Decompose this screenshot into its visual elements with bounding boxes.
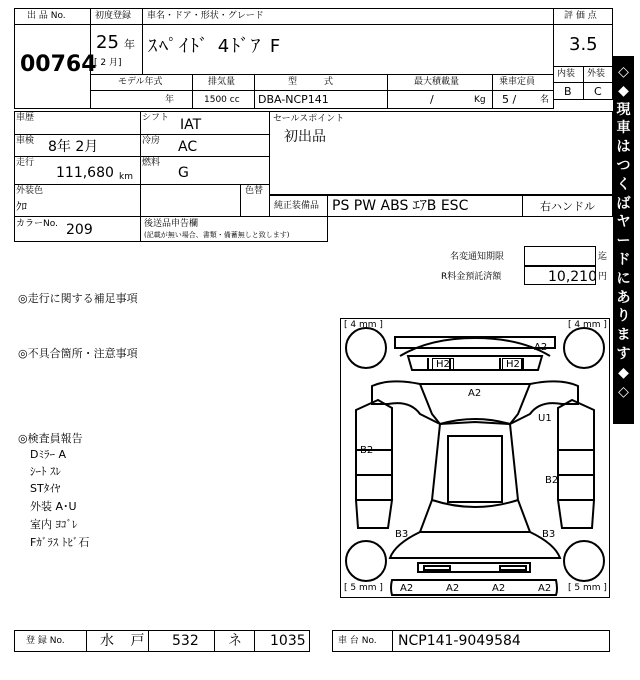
registration-month: [ 2 月] xyxy=(94,58,122,68)
banner-char: ◇ xyxy=(618,383,629,400)
registration-year: 25 xyxy=(96,32,119,53)
banner-char: す xyxy=(616,345,631,362)
banner-char: ば xyxy=(616,195,631,212)
first-registration-label: 初度登録 xyxy=(95,11,132,21)
banner-char: 現 xyxy=(616,101,631,118)
inspector-line: 外装 A･U xyxy=(30,500,77,513)
driving-notes-title: ◎走行に関する補足事項 xyxy=(18,292,138,305)
damage-rear-bumper: A2 xyxy=(492,583,506,594)
shift-label: シフト xyxy=(142,113,170,123)
damage-rear-bumper: A2 xyxy=(446,583,460,594)
color-number-value: 209 xyxy=(66,222,93,238)
mileage-value: 111,680 xyxy=(56,165,114,181)
recycle-unit: 円 xyxy=(598,272,608,282)
damage-rear-bumper: A2 xyxy=(538,583,552,594)
max-load-value: / xyxy=(430,93,434,106)
steering-value: 右ハンドル xyxy=(540,200,595,213)
banner-char: に xyxy=(616,270,631,287)
banner-char: り xyxy=(616,308,631,325)
exterior-color-value: ｸﾛ xyxy=(16,200,27,213)
banner-char: 車 xyxy=(616,120,631,137)
inspector-line: Fｶﾞﾗｽ ﾄﾋﾞ石 xyxy=(30,536,90,549)
damage-right-door: B2 xyxy=(545,475,559,486)
damage-right-rear: B3 xyxy=(542,529,556,540)
banner-char: ◆ xyxy=(618,364,629,381)
capacity-unit: 名 xyxy=(540,95,550,105)
banner-char: ◇ xyxy=(618,64,629,80)
banner-char: あ xyxy=(616,289,631,306)
max-load-label: 最大積載量 xyxy=(414,77,460,87)
model-type-label: 型 式 xyxy=(288,77,334,87)
car-name: ｽﾍﾟｲﾄﾞ 4ﾄﾞｱ F xyxy=(148,36,283,57)
damage-hood: A2 xyxy=(468,388,482,399)
aircon-value: AC xyxy=(178,139,198,155)
registration-number: 1035 xyxy=(270,633,306,649)
inspector-line: Dﾐﾗｰ A xyxy=(30,448,66,461)
fuel-value: G xyxy=(178,165,189,181)
equipment-value: PS PW ABS ｴｱB ESC xyxy=(332,198,469,214)
name-change-label: 名変通知期限 xyxy=(450,252,505,262)
banner-char: ー xyxy=(616,233,631,250)
front-right-tire xyxy=(564,328,604,368)
yard-location-banner xyxy=(613,56,634,424)
fuel-label: 燃料 xyxy=(142,158,161,168)
inspector-title: ◎検査員報告 xyxy=(18,432,83,445)
equipment-label: 純正装備品 xyxy=(274,201,320,211)
registration-label: 登 録 No. xyxy=(26,636,65,646)
history-label: 車歴 xyxy=(16,113,35,123)
interior-label: 内装 xyxy=(557,69,576,79)
name-change-unit: 迄 xyxy=(598,252,608,262)
inspector-line: 室内 ﾖｺﾞﾚ xyxy=(30,518,78,531)
recycle-amount: 10,210 xyxy=(548,269,597,285)
capacity-label: 乗車定員 xyxy=(499,77,536,87)
banner-char: く xyxy=(616,176,631,193)
year-unit: 年 xyxy=(124,38,135,51)
defects-title: ◎不具合箇所・注意事項 xyxy=(18,347,138,360)
tire-tag-rear-right: [ 5 mm ] xyxy=(568,583,607,593)
mileage-label: 走行 xyxy=(16,158,35,168)
recycle-label: R料金預託済額 xyxy=(441,272,502,282)
exterior-label: 外装 xyxy=(587,69,606,79)
rear-right-tire xyxy=(564,541,604,581)
banner-char: ま xyxy=(616,327,631,344)
damage-headlight-right: H2 xyxy=(502,358,524,371)
damage-headlight-left: H2 xyxy=(432,358,454,371)
max-load-unit: Kg xyxy=(474,95,486,105)
registration-area: 水 戸 xyxy=(100,633,151,649)
lot-number: 00764 xyxy=(20,52,97,77)
banner-char: ヤ xyxy=(616,214,631,231)
registration-kana: ネ xyxy=(228,633,242,649)
aircon-label: 冷房 xyxy=(142,136,161,146)
model-year-unit: 年 xyxy=(165,95,175,105)
exterior-grade: C xyxy=(594,85,602,98)
damage-front-fender: U1 xyxy=(538,413,552,424)
sales-point-value: 初出品 xyxy=(284,129,326,145)
tire-tag-rear-left: [ 5 mm ] xyxy=(344,583,383,593)
tire-tag-front-left: [ 4 mm ] xyxy=(344,320,383,330)
sales-point-label: セールスポイント xyxy=(273,114,345,124)
front-left-tire xyxy=(346,328,386,368)
car-outline xyxy=(340,318,610,598)
lot-number-label: 出 品 No. xyxy=(27,11,66,21)
banner-char: ド xyxy=(616,251,631,268)
interior-grade: B xyxy=(564,85,572,98)
model-year-label: モデル年式 xyxy=(118,77,163,87)
rear-left-tire xyxy=(346,541,386,581)
score-value: 3.5 xyxy=(569,34,598,55)
color-change-label: 色替 xyxy=(245,186,264,196)
chassis-number: NCP141-9049584 xyxy=(398,633,521,649)
inspection-label: 車検 xyxy=(16,136,35,146)
damage-front-bumper: A2 xyxy=(534,342,548,353)
aftermarket-label: 後送品申告欄 xyxy=(144,219,199,229)
shift-value: IAT xyxy=(180,117,202,133)
damage-left-door: B2 xyxy=(360,445,374,456)
color-number-label: カラーNo. xyxy=(16,219,58,229)
aftermarket-note: (記載が無い場合、書類・備蓄無しと致します) xyxy=(144,231,290,239)
chassis-label: 車 台 No. xyxy=(338,636,377,646)
name-change-box xyxy=(524,246,596,266)
model-type-value: DBA-NCP141 xyxy=(258,93,329,106)
registration-class: 532 xyxy=(172,633,199,649)
inspector-line: STﾀｲﾔ xyxy=(30,482,61,495)
displacement-label: 排気量 xyxy=(208,77,236,87)
banner-char: ◆ xyxy=(618,82,629,99)
car-name-label: 車名・ドア・形状・グレード xyxy=(147,11,264,21)
score-label: 評 価 点 xyxy=(564,11,597,21)
inspection-value: 8年 2月 xyxy=(48,139,99,155)
tire-tag-front-right: [ 4 mm ] xyxy=(568,320,607,330)
capacity-value: 5 / xyxy=(502,93,517,106)
inspector-line: ｼｰﾄ ｽﾚ xyxy=(30,465,61,478)
banner-char: つ xyxy=(616,157,631,174)
mileage-unit: km xyxy=(119,172,133,182)
banner-char: は xyxy=(616,139,631,156)
displacement-value: 1500 cc xyxy=(204,95,240,105)
damage-rear-bumper: A2 xyxy=(400,583,414,594)
exterior-color-label: 外装色 xyxy=(16,186,44,196)
damage-left-rear: B3 xyxy=(395,529,409,540)
